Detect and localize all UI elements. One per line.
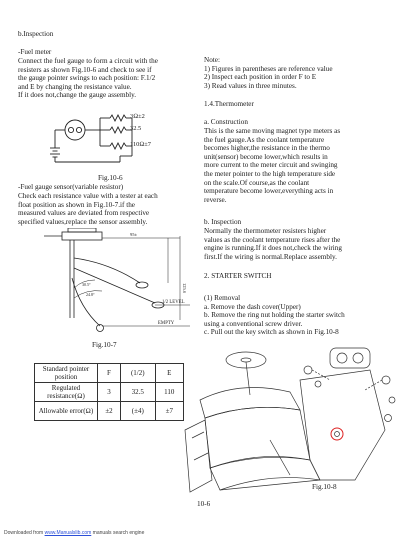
- table-header-cell: F: [98, 364, 121, 383]
- fig-10-7-float-sensor-drawing: [40, 228, 200, 346]
- table-header-cell: E: [155, 364, 183, 383]
- table-header-cell: Standard pointer position: [35, 364, 98, 383]
- text-line: using a conventional screw driver.: [204, 319, 303, 328]
- table-cell: ±2: [98, 402, 121, 421]
- fuel-sensor-spec-table: [34, 363, 184, 421]
- section-title: b.Inspection: [18, 30, 54, 38]
- text-line: float position as shown in Fig.10-7.if the: [18, 200, 135, 209]
- footer-prefix: Downloaded from: [4, 530, 45, 536]
- table-row: [35, 383, 184, 402]
- construction-paragraph: [204, 127, 340, 204]
- text-line: values as the coolant temperature rises after the: [204, 235, 341, 244]
- text-line: (1) Removal: [204, 294, 241, 302]
- fig-10-8-dash-exploded-view: [180, 340, 406, 500]
- sensor-heading: -Fuel gauge sensor(variable resistor): [18, 183, 124, 191]
- text-line: 3) Read values in three minutes.: [204, 81, 297, 90]
- note-block: [204, 56, 333, 90]
- right-panel: [300, 370, 385, 480]
- text-line: Normally the thermometer resisters higher: [204, 227, 327, 235]
- text-line: specified values,replace the sensor assembly.: [18, 217, 148, 226]
- text-line: more current to the meter circuit and swinging: [204, 161, 338, 170]
- text-line: becomes higher,the resistance in the thermo: [204, 144, 330, 153]
- fig-10-8-caption: Fig.10-8: [312, 483, 337, 491]
- thermometer-heading: 1.4.Thermometer: [204, 100, 254, 108]
- text-line: 1) Figures in parentheses are reference value: [204, 64, 333, 73]
- text-line: temperature become lower,everything acts in: [204, 187, 334, 196]
- text-line: Note:: [204, 56, 220, 64]
- text-line: engine is running.If it does not,check the wiring: [204, 244, 342, 253]
- download-footer: [4, 530, 144, 536]
- sensor-paragraph: [18, 192, 158, 226]
- text-line: a. Remove the dash cover(Upper): [204, 302, 301, 311]
- fuel-meter-heading: -Fuel meter: [18, 48, 52, 56]
- table-cell: Allowable error(Ω): [35, 402, 98, 421]
- text-line: unit(sensor) become lower,which results in: [204, 152, 328, 161]
- fig-10-6-caption: Fig.10-6: [98, 174, 123, 182]
- construction-heading: a. Construction: [204, 118, 248, 126]
- text-line: the meter pointer to the high temperature side: [204, 169, 336, 178]
- steering-wheel: [226, 352, 266, 368]
- text-line: reverse.: [204, 195, 227, 204]
- removal-steps: [204, 294, 345, 337]
- inspection-heading: b. Inspection: [204, 218, 242, 226]
- angle-label-2: 24.8°: [86, 292, 95, 297]
- table-cell: 3: [98, 383, 121, 402]
- table-row: [35, 402, 184, 421]
- page-number: 10-6: [197, 500, 211, 508]
- text-line: Connect the fuel gauge to form a circuit with the: [18, 57, 158, 65]
- text-line: measured values are deviated from respective: [18, 209, 150, 218]
- text-line: c. Pull out the key switch as shown in Fig.10-8: [204, 328, 339, 337]
- text-line: 2) Inspect each position in order F to E: [204, 73, 317, 82]
- table-cell: 110: [155, 383, 183, 402]
- footer-suffix: manuals search engine: [91, 530, 145, 536]
- empty-label: EMPTY: [158, 321, 175, 326]
- manualslib-link[interactable]: www.Manualslib.com: [44, 530, 92, 536]
- starter-switch-heading: 2. STARTER SWITCH: [204, 272, 272, 280]
- text-line: If it does not,change the gauge assembly.: [18, 91, 137, 100]
- text-line: b. Remove the ring nut holding the starter switch: [204, 311, 345, 320]
- resistor-label-f: 3Ω±2: [130, 113, 145, 120]
- text-line: the gauge pointer swings to each position: F.1/2: [18, 74, 156, 83]
- text-line: first.If the wiring is normal.Replace assembly.: [204, 252, 337, 261]
- table-cell: ±7: [155, 402, 183, 421]
- text-line: on the scale.Of course,as the coolant: [204, 178, 310, 187]
- table-cell: 32.5: [120, 383, 155, 402]
- fig-10-7-caption: Fig.10-7: [92, 341, 117, 349]
- meter-cluster: [330, 348, 370, 368]
- text-line: and E by changing the resistance value.: [18, 82, 132, 91]
- dim-top-label: 95±: [130, 232, 137, 237]
- key-switch-highlight: [331, 428, 343, 440]
- text-line: resisters as shown Fig.10-6 and check to see if: [18, 65, 152, 74]
- half-level-label: 1/2 LEVEL: [162, 300, 185, 305]
- text-line: This is the same moving magnet type meters as: [204, 127, 341, 135]
- dash-cover-upper: [200, 388, 300, 419]
- resistor-label-e: 110Ω±7: [130, 141, 151, 148]
- angle-label-1: 30.5°: [82, 282, 91, 287]
- text-line: the fuel gauge.As the coolant temperature: [204, 135, 325, 144]
- fig-10-6-circuit-diagram: [50, 108, 190, 170]
- inspection-paragraph: [204, 227, 342, 261]
- resistor-label-half: 32.5: [130, 125, 142, 132]
- fuel-meter-paragraph: [18, 57, 158, 100]
- table-row: [35, 364, 184, 383]
- table-cell: (±4): [120, 402, 155, 421]
- text-line: Check each resistance value with a tester at each: [18, 192, 158, 200]
- dim-right-label: 125.6: [182, 283, 187, 294]
- table-cell: Regulated resistance(Ω): [35, 383, 98, 402]
- table-header-cell: (1/2): [120, 364, 155, 383]
